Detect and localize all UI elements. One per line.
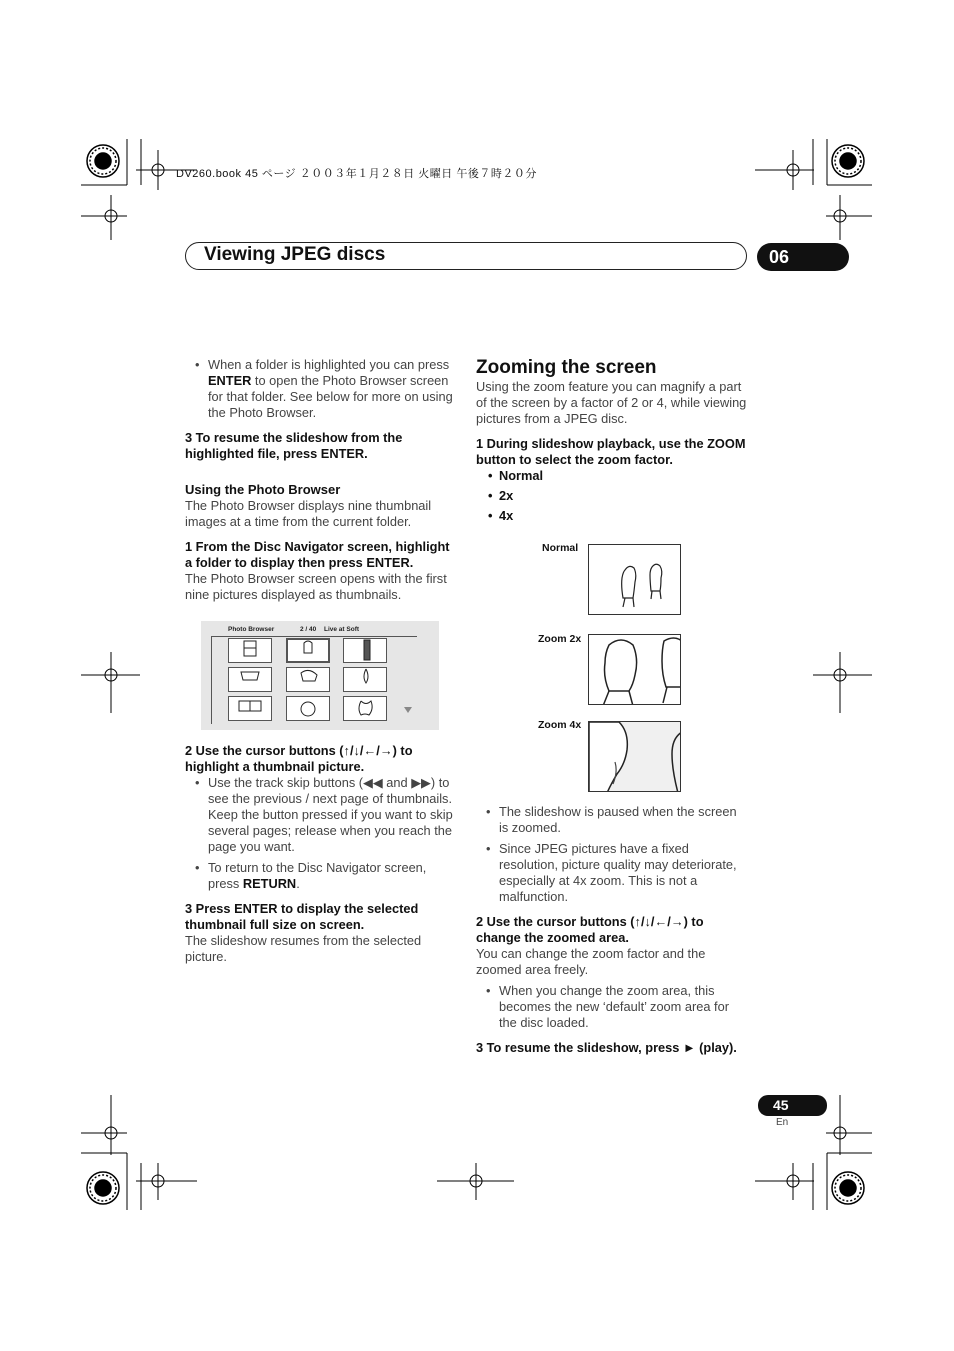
step-3-resume: 3 To resume the slideshow from the highlighted file, press ENTER. xyxy=(185,430,403,461)
photo-browser-title: Photo Browser xyxy=(228,626,275,633)
chapter-title: Viewing JPEG discs xyxy=(204,244,386,265)
zoom-option-2x: • 2x xyxy=(476,488,748,504)
photo-browser-page: 2 / 40 xyxy=(300,626,317,633)
photo-browser-folder: Live at Soft xyxy=(324,626,360,633)
step-1-navigator: 1 From the Disc Navigator screen, highlight a folder to display then press ENTER. xyxy=(185,539,450,570)
zoom-intro: Using the zoom feature you can magnify a part of the screen by a factor of 2 or 4, while viewing pictures from a JPEG disc. xyxy=(476,379,747,426)
chapter-number: 06 xyxy=(757,243,849,271)
bullet-return: • To return to the Disc Navigator screen, press RETURN. xyxy=(185,860,455,892)
step-1-description: The Photo Browser screen opens with the first nine pictures displayed as thumbnails. xyxy=(185,571,447,602)
thumbnail-furniture-sketches xyxy=(201,621,439,730)
photo-browser-illustration xyxy=(201,621,439,730)
photo-browser-heading: Using the Photo Browser xyxy=(185,482,341,497)
zoom-option-normal: • Normal xyxy=(476,468,748,484)
step-2-cursor: 2 Use the cursor buttons (↑/↓/←/→) to highlight a thumbnail picture. xyxy=(185,743,413,774)
step-2-zoom-area: 2 Use the cursor buttons (↑/↓/←/→) to change the zoomed area. xyxy=(476,914,704,945)
bullet-default-zoom: • When you change the zoom area, this becomes the new ‘default’ zoom area for the disc loaded. xyxy=(476,983,748,1031)
zoom-4x-figure xyxy=(588,721,681,792)
figure-label-zoom-2x: Zoom 2x xyxy=(538,633,582,645)
right-column xyxy=(476,357,748,524)
right-column-lower xyxy=(476,804,748,1056)
figure-label-normal: Normal xyxy=(542,542,579,554)
print-header: DV260.book 45 ページ ２００３年１月２８日 火曜日 午後７時２０分 xyxy=(176,168,537,180)
photo-browser-intro: The Photo Browser displays nine thumbnail images at a time from the current folder. xyxy=(185,498,432,529)
bullet-paused: • The slideshow is paused when the screen is zoomed. xyxy=(476,804,748,836)
zoom-2x-figure xyxy=(588,634,681,705)
step-2-zoom-description: You can change the zoom factor and the zoomed area freely. xyxy=(476,946,706,977)
left-column-lower xyxy=(185,743,455,965)
page-language: En xyxy=(776,1117,789,1128)
figure-label-zoom-4x: Zoom 4x xyxy=(538,719,582,731)
zoom-option-4x: • 4x xyxy=(476,508,748,524)
zoom-normal-figure xyxy=(588,544,681,615)
zoom-heading: Zooming the screen xyxy=(476,357,657,378)
bullet-quality: • Since JPEG pictures have a fixed resolution, picture quality may deteriorate, especially at 4x zoom. This is not a malfunction. xyxy=(476,841,748,905)
step-3-full-size: 3 Press ENTER to display the selected thumbnail full size on screen. xyxy=(185,901,419,932)
bullet-track-skip: • Use the track skip buttons (◀◀ and ▶▶) to see the previous / next page of thumbnails. Keep the button pressed if you want to skip several pages; release when you reach the page you want. xyxy=(185,775,455,855)
step-3-description: The slideshow resumes from the selected picture. xyxy=(185,933,422,964)
page-number: 45 xyxy=(758,1095,827,1116)
step-3-resume-slideshow: 3 To resume the slideshow, press ► (play). xyxy=(476,1040,737,1055)
left-column xyxy=(185,357,455,603)
bullet-folder: • When a folder is highlighted you can press ENTER to open the Photo Browser screen for that folder. See below for more on using the Photo Browser. xyxy=(185,357,455,421)
step-1-zoom: 1 During slideshow playback, use the ZOOM button to select the zoom factor. xyxy=(476,436,746,467)
